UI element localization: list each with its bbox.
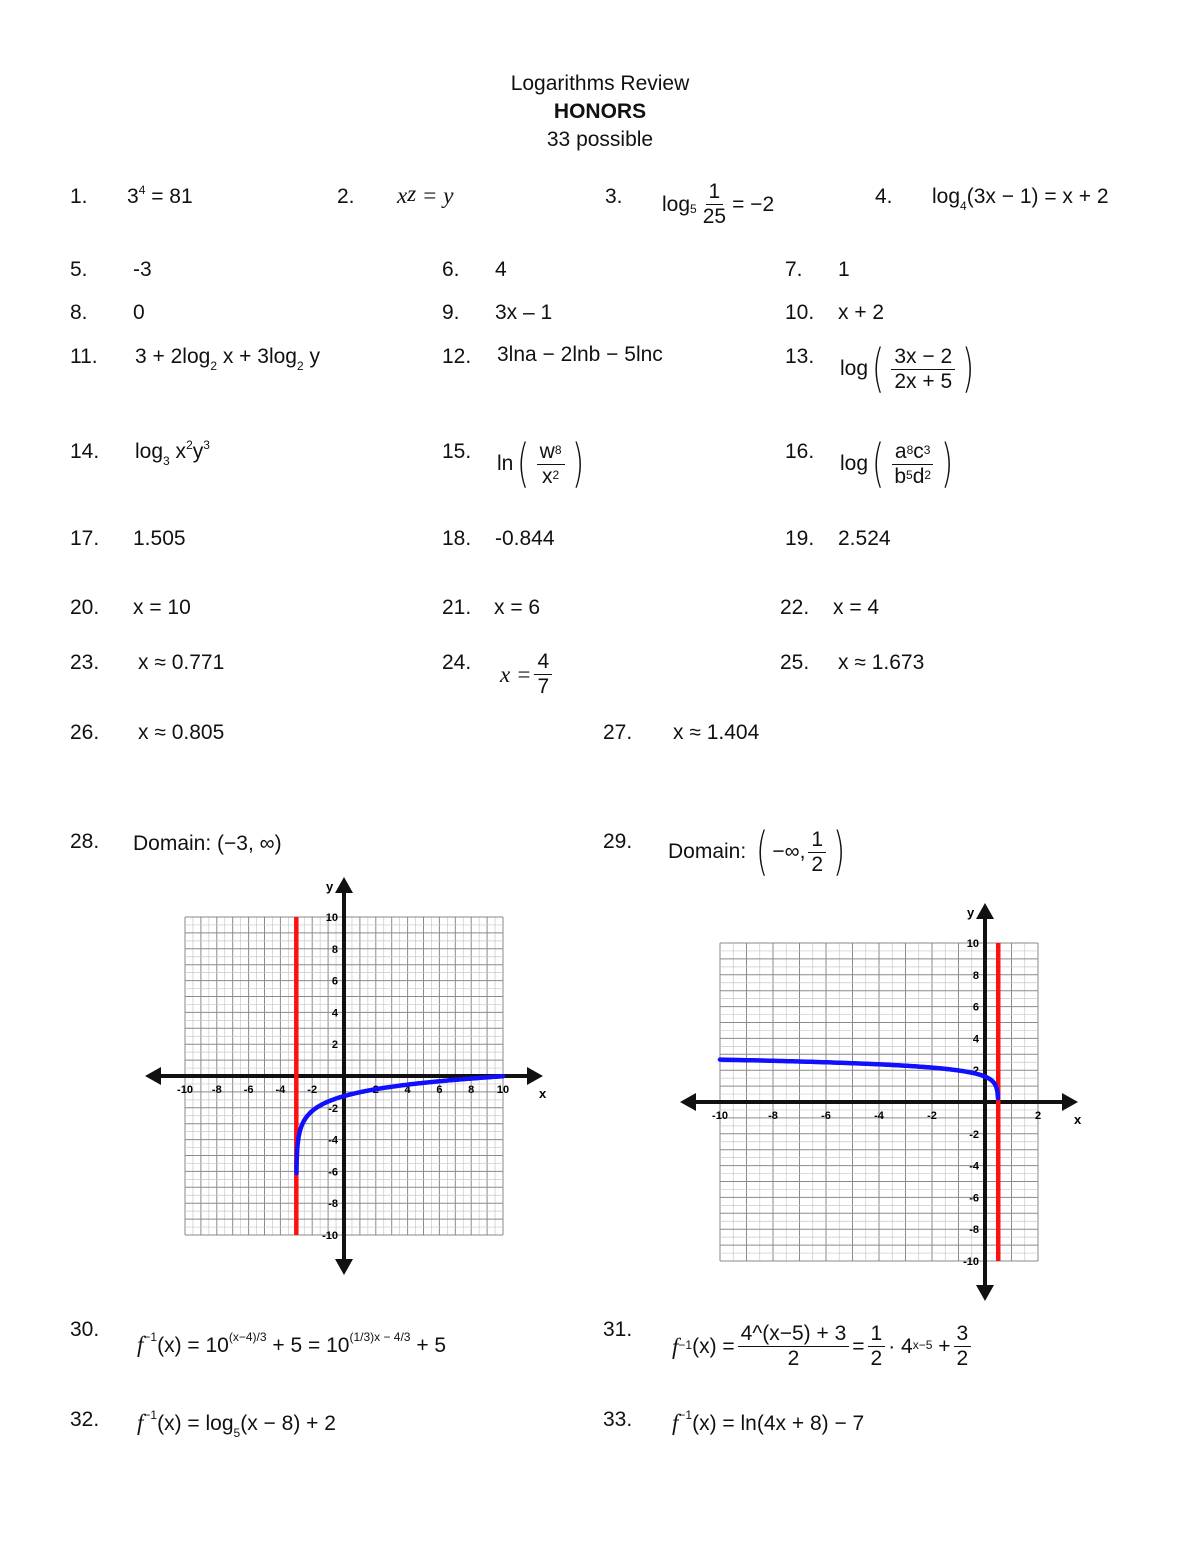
x-tick-label: -2	[307, 1084, 318, 1096]
x-tick-label: 8	[468, 1084, 475, 1096]
answer-2: $x^z = y$	[397, 181, 454, 208]
answer-13: log ( $\frac{3x - 2}{2x + 5}$ )	[840, 339, 975, 399]
y-tick-label: 4	[331, 1007, 338, 1020]
item-number: 20.	[70, 596, 100, 619]
points-possible: 33 possible	[546, 128, 654, 151]
item-number: 25.	[780, 651, 810, 674]
item-number: 4.	[875, 185, 893, 208]
y-tick-label: -10	[322, 1230, 338, 1242]
y-axis-arrow-down	[335, 1259, 353, 1275]
y-tick-label: -4	[328, 1134, 338, 1147]
y-tick-label: -8	[969, 1224, 979, 1237]
x-tick-label: -2	[927, 1110, 937, 1122]
answer-29-domain: Domain: ( −∞, $\frac{1}{2}$ )	[668, 822, 846, 882]
y-tick-label: 10	[325, 912, 338, 924]
x-tick-label: 2	[372, 1084, 379, 1096]
item-number: 8.	[70, 301, 88, 324]
item-number: 30.	[70, 1318, 100, 1341]
x-axis-label: x	[539, 1086, 547, 1101]
graph-29	[675, 895, 1095, 1315]
answer-18: -0.844	[495, 527, 555, 550]
answer-3: log $_5$ $\frac{1}{25}$ = −2	[662, 180, 775, 228]
x-tick-label: -10	[177, 1084, 193, 1096]
answer-23: x ≈ 0.771	[138, 651, 225, 674]
x-axis-arrow-right	[1062, 1093, 1078, 1111]
answer-31: f $^{-1}$ (x) = $\frac{4\^{}(x-5) + 3}{2}$ = $\frac{1}{2}$ · 4 $^{x-5}$ + $\frac{3}{2}$	[672, 1322, 974, 1371]
y-tick-label: 8	[331, 943, 338, 956]
answer-11: $3 + 2\log_2$ $x + 3\log_2$ y	[135, 345, 321, 373]
answer-22: x = 4	[833, 596, 880, 619]
answer-20: x = 10	[133, 596, 191, 619]
item-number: 12.	[442, 345, 472, 368]
y-axis-arrow-down	[976, 1285, 994, 1301]
x-axis-arrow-left	[680, 1093, 696, 1111]
item-number: 22.	[780, 596, 810, 619]
y-tick-label: -10	[963, 1256, 979, 1268]
item-number: 6.	[442, 258, 460, 281]
item-number: 9.	[442, 301, 460, 324]
y-tick-label: 6	[331, 975, 338, 988]
answer-10: x + 2	[838, 301, 885, 324]
answer-16: log ( $\frac{a^8c^3}{b^5d^2}$ )	[840, 434, 954, 494]
answer-14: $\log_3 x^2y^3$	[135, 438, 210, 468]
item-number: 15.	[442, 440, 472, 463]
y-tick-label: 10	[966, 938, 979, 950]
item-number: 24.	[442, 651, 472, 674]
y-tick-label: 6	[972, 1001, 979, 1014]
answer-27: x ≈ 1.404	[673, 721, 760, 744]
item-number: 27.	[603, 721, 633, 744]
item-number: 2.	[337, 185, 355, 208]
item-number: 7.	[785, 258, 803, 281]
item-number: 17.	[70, 527, 100, 550]
y-axis-arrow-up	[976, 903, 994, 919]
item-number: 31.	[603, 1318, 633, 1341]
x-tick-label: 10	[496, 1084, 510, 1096]
y-tick-label: -2	[969, 1128, 979, 1141]
item-number: 16.	[785, 440, 815, 463]
x-tick-label: -6	[821, 1110, 831, 1122]
y-tick-label: -8	[328, 1198, 338, 1211]
item-number: 21.	[442, 596, 472, 619]
x-tick-label: -4	[275, 1084, 286, 1096]
answer-17: 1.505	[133, 527, 186, 550]
y-tick-label: -4	[969, 1160, 979, 1173]
y-tick-label: 8	[972, 969, 979, 982]
item-number: 1.	[70, 185, 88, 208]
item-number: 26.	[70, 721, 100, 744]
answer-12: 3lna − 2lnb − 5lnc	[497, 343, 663, 366]
item-number: 14.	[70, 440, 100, 463]
item-number: 18.	[442, 527, 472, 550]
x-axis-arrow-left	[145, 1067, 161, 1085]
answer-4: $\log_4(3x - 1) = x + 2$	[932, 185, 1109, 213]
y-tick-label: 4	[972, 1033, 979, 1046]
y-tick-label: -6	[969, 1192, 979, 1205]
graph-28	[140, 870, 560, 1290]
answer-6: 4	[495, 258, 507, 281]
x-tick-label: -6	[243, 1084, 254, 1096]
y-axis-label: y	[326, 879, 334, 894]
x-tick-label: -10	[712, 1110, 728, 1122]
x-tick-label: 6	[436, 1084, 443, 1096]
y-axis-label: y	[967, 905, 975, 920]
answer-7: 1	[838, 258, 850, 281]
y-tick-label: -2	[328, 1102, 338, 1115]
item-number: 13.	[785, 345, 815, 368]
x-tick-label: 4	[404, 1084, 411, 1096]
answer-25: x ≈ 1.673	[838, 651, 925, 674]
x-tick-label: 2	[1034, 1110, 1042, 1122]
function-curve	[720, 1060, 998, 1099]
item-number: 23.	[70, 651, 100, 674]
x-axis-arrow-right	[527, 1067, 543, 1085]
item-number: 28.	[70, 830, 100, 853]
answer-21: x = 6	[494, 596, 541, 619]
item-number: 3.	[605, 185, 623, 208]
answer-9: 3x – 1	[495, 301, 553, 324]
page-title: Logarithms Review	[510, 72, 690, 95]
answer-19: 2.524	[838, 527, 891, 550]
page-subtitle: HONORS	[553, 100, 647, 123]
x-tick-label: -8	[768, 1110, 778, 1122]
x-tick-label: -8	[211, 1084, 222, 1096]
answer-28-domain: Domain: (−3, ∞)	[133, 832, 282, 855]
item-number: 32.	[70, 1408, 100, 1431]
item-number: 5.	[70, 258, 88, 281]
answer-15: ln ( $\frac{w^8}{x^2}$ )	[497, 434, 584, 494]
answer-33: $f^{-1}(x) = \ln(4x + 8) - 7$	[672, 1408, 865, 1435]
x-axis-label: x	[1074, 1112, 1082, 1127]
y-tick-label: -6	[328, 1166, 338, 1179]
answer-32: $f^{-1}(x) = \log_5(x - 8) + 2$	[137, 1408, 336, 1440]
answer-30: $f^{-1}(x) = 10^{(x-4)/3} + 5 = 10^{(1/3)x - 4/3} + 5$	[137, 1330, 447, 1357]
item-number: 33.	[603, 1408, 633, 1431]
answer-5: -3	[133, 258, 152, 281]
answer-8: 0	[133, 301, 145, 324]
answer-1: $3^4 = 81$	[127, 183, 193, 208]
item-number: 11.	[70, 345, 98, 368]
y-tick-label: 2	[331, 1039, 338, 1052]
item-number: 19.	[785, 527, 815, 550]
y-axis-arrow-up	[335, 877, 353, 893]
x-tick-label: -4	[874, 1110, 884, 1122]
item-number: 29.	[603, 830, 633, 853]
answer-26: x ≈ 0.805	[138, 721, 225, 744]
item-number: 10.	[785, 301, 815, 324]
y-tick-label: 2	[972, 1065, 979, 1078]
answer-24: x = $\frac{4}{7}$	[500, 650, 555, 699]
